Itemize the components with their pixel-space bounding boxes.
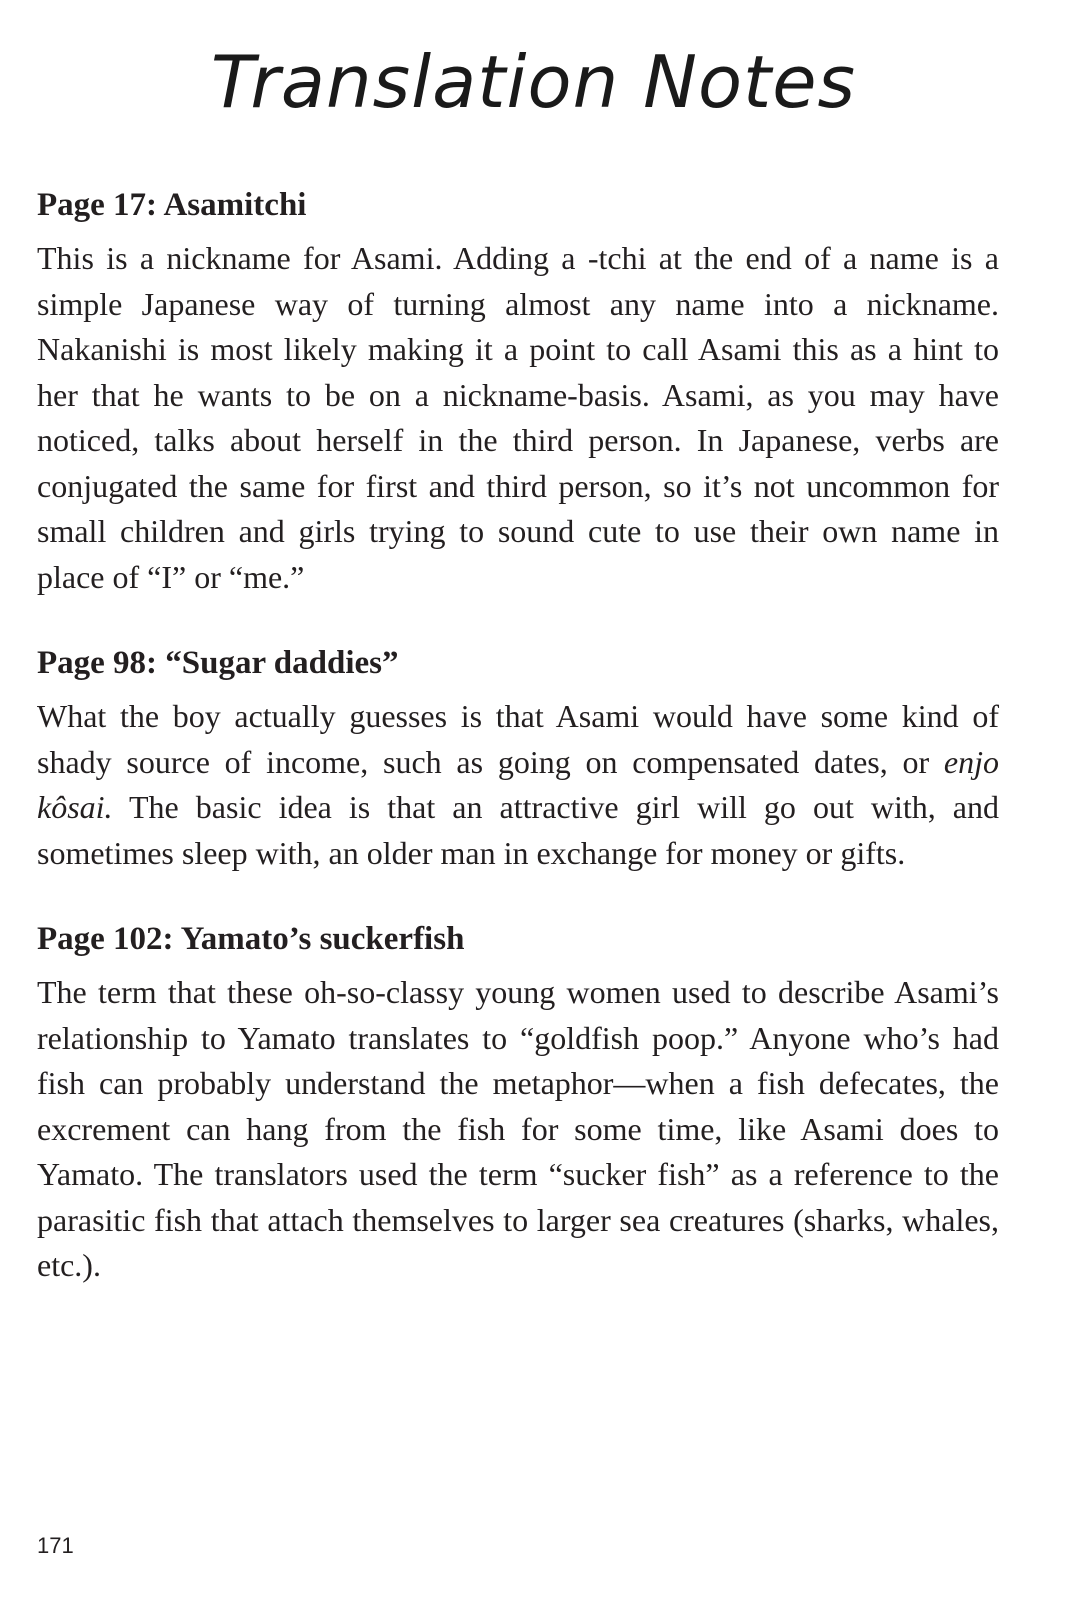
note-body-text: The basic idea is that an attractive girl will go out with, and sometimes sleep with, an older man in exchange for money or gifts. xyxy=(37,789,999,871)
note-suckerfish xyxy=(37,916,999,1289)
note-asamitchi xyxy=(37,182,999,600)
note-heading: Page 98: “Sugar daddies” xyxy=(37,645,399,681)
page-number: 171 xyxy=(37,1533,74,1558)
note-body: This is a nickname for Asami. Adding a -tchi at the end of a name is a simple Japanese way of turning almost any name into a nickname. Nakanishi is most likely making it a point to call Asami this as a hint to her that he wants to be on a nickname-basis. Asami, as you may have noticed, talks about herself in the third person. In Japanese, verbs are conjugated the same for first and third person, so it’s not uncommon for small children and girls trying to sound cute to use their own name in place of “I” or “me.” xyxy=(37,240,999,595)
note-sugar-daddies xyxy=(37,640,999,876)
note-body-text: What the boy actually guesses is that Asami would have some kind of shady source of income, such as going on compensated dates, or xyxy=(37,698,999,780)
note-heading: Page 102: Yamato’s suckerfish xyxy=(37,921,465,957)
note-body xyxy=(37,694,999,876)
translation-notes-list xyxy=(37,182,999,1329)
note-body: The term that these oh-so-classy young women used to describe Asami’s relationship to Yamato translates to “goldfish poop.” Anyone who’s had fish can probably understand the metaphor—when a fish defecates, the excrement can hang from the fish for some time, like Asami does to Yamato. The translators used the term “sucker fish” as a reference to the parasitic fish that attach themselves to larger sea creatures (sharks, whales, etc.). xyxy=(37,974,999,1283)
note-body-italic-term: enjo kôsai. xyxy=(37,743,999,825)
page-title: Translation Notes xyxy=(210,40,857,124)
note-heading: Page 17: Asamitchi xyxy=(37,187,307,223)
